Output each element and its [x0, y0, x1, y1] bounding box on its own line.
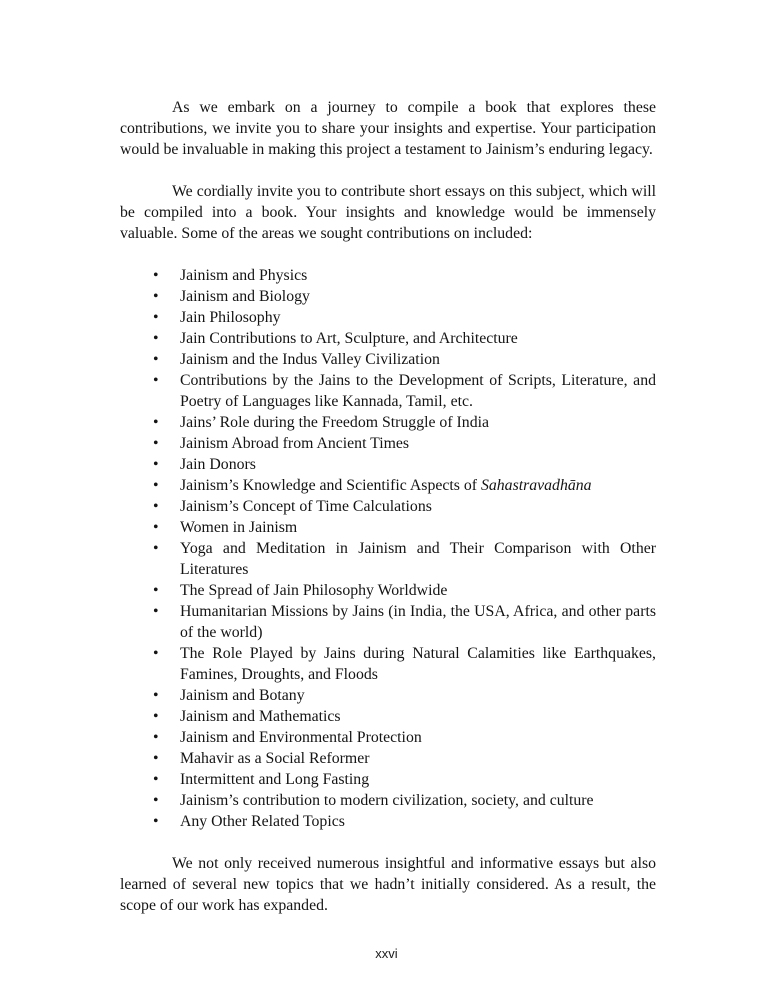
list-item	[120, 412, 656, 433]
list-item-text: Humanitarian Missions by Jains (in India, the USA, Africa, and other parts of the world)	[180, 603, 656, 641]
bullet-icon: •	[153, 414, 159, 431]
list-item-text: Jainism and Mathematics	[180, 708, 341, 725]
bullet-icon: •	[153, 771, 159, 788]
bullet-icon: •	[153, 288, 159, 305]
list-item	[120, 349, 656, 370]
list-item	[120, 475, 656, 496]
list-item-text: Jain Contributions to Art, Sculpture, and Architecture	[180, 330, 518, 347]
list-item	[120, 601, 656, 643]
list-item-text: Jainism and the Indus Valley Civilization	[180, 351, 440, 368]
bullet-icon: •	[153, 267, 159, 284]
bullet-icon: •	[153, 435, 159, 452]
list-item	[120, 265, 656, 286]
bullet-icon: •	[153, 498, 159, 515]
topics-list	[120, 265, 656, 832]
list-item-text: Yoga and Meditation in Jainism and Their Comparison with Other Literatures	[180, 540, 656, 578]
list-item-text: Jainism’s Concept of Time Calculations	[180, 498, 432, 515]
list-item-text: Jain Donors	[180, 456, 256, 473]
list-item-text-italic: Sahastravadhāna	[480, 477, 592, 494]
page-number: xxvi	[375, 946, 398, 961]
list-item	[120, 370, 656, 412]
list-item-text: Jainism Abroad from Ancient Times	[180, 435, 410, 452]
bullet-icon: •	[153, 603, 159, 620]
list-item	[120, 328, 656, 349]
list-item	[120, 643, 656, 685]
list-item-text: Any Other Related Topics	[180, 813, 345, 830]
bullet-icon: •	[153, 372, 159, 389]
list-item	[120, 517, 656, 538]
bullet-icon: •	[153, 687, 159, 704]
list-item	[120, 496, 656, 517]
bullet-icon: •	[153, 351, 159, 368]
list-item-text: Jainism’s contribution to modern civilization, society, and culture	[180, 792, 594, 809]
list-item-text: Women in Jainism	[180, 519, 298, 536]
page-content	[120, 97, 656, 916]
bullet-icon: •	[153, 456, 159, 473]
list-item-text: Contributions by the Jains to the Development of Scripts, Literature, and Poetry of Languages like Kannada, Tamil, etc.	[180, 372, 656, 410]
list-item-text: Jainism and Botany	[180, 687, 305, 704]
list-item-text: Jainism and Physics	[180, 267, 308, 284]
list-item-text: Mahavir as a Social Reformer	[180, 750, 370, 767]
list-item-text: Jainism and Biology	[180, 288, 310, 305]
list-item	[120, 580, 656, 601]
list-item-text: Intermittent and Long Fasting	[180, 771, 370, 788]
list-item-text: Jain Philosophy	[180, 309, 281, 326]
list-item-text: Jains’ Role during the Freedom Struggle of India	[180, 414, 490, 431]
list-item-text: Jainism and Environmental Protection	[180, 729, 422, 746]
bullet-icon: •	[153, 477, 159, 494]
bullet-icon: •	[153, 750, 159, 767]
list-item	[120, 685, 656, 706]
bullet-icon: •	[153, 645, 159, 662]
bullet-icon: •	[153, 309, 159, 326]
bullet-icon: •	[153, 729, 159, 746]
list-item	[120, 433, 656, 454]
list-item	[120, 727, 656, 748]
paragraph-invitation: We cordially invite you to contribute short essays on this subject, which will be compiled into a book. Your insights and knowledge would be immensely valuable. Some of the areas we sought contributions on included:	[120, 183, 656, 242]
paragraph-embark: As we embark on a journey to compile a book that explores these contributions, we invite you to share your insights and expertise. Your participation would be invaluable in making this project a testament to Jainism’s enduring legacy.	[120, 99, 656, 158]
bullet-icon: •	[153, 708, 159, 725]
list-item	[120, 307, 656, 328]
list-item-text: Jainism’s Knowledge and Scientific Aspects of	[180, 477, 481, 494]
list-item	[120, 811, 656, 832]
list-item	[120, 790, 656, 811]
bullet-icon: •	[153, 582, 159, 599]
list-item	[120, 748, 656, 769]
list-item-text: The Spread of Jain Philosophy Worldwide	[180, 582, 448, 599]
list-item	[120, 706, 656, 727]
bullet-icon: •	[153, 540, 159, 557]
list-item	[120, 769, 656, 790]
bullet-icon: •	[153, 813, 159, 830]
bullet-icon: •	[153, 330, 159, 347]
bullet-icon: •	[153, 519, 159, 536]
list-item	[120, 454, 656, 475]
list-item	[120, 286, 656, 307]
paragraph-essays-received: We not only received numerous insightful and informative essays but also learned of several new topics that we hadn’t initially considered. As a result, the scope of our work has expanded.	[120, 855, 656, 914]
list-item	[120, 538, 656, 580]
list-item-text: The Role Played by Jains during Natural Calamities like Earthquakes, Famines, Droughts, and Floods	[180, 645, 656, 683]
bullet-icon: •	[153, 792, 159, 809]
